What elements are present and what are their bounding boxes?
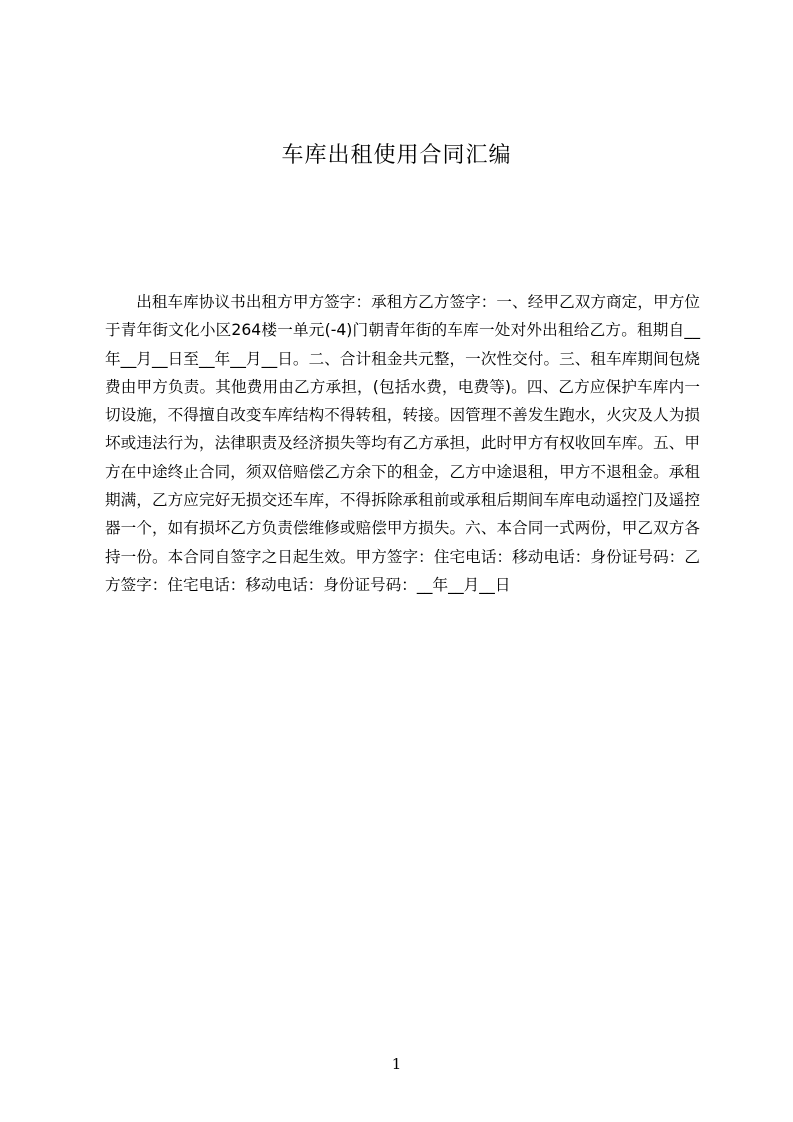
- document-title: 车库出租使用合同汇编: [281, 143, 512, 168]
- page-number: 1: [391, 1055, 402, 1073]
- contract-body-text: 出租车库协议书出租方甲方签字：承租方乙方签字：一、经甲乙双方商定，甲方位于青年街文化小区264楼一单元(-4)门朝青年街的车库一处对外出租给乙方。租期自__年__月__日至__年__月__日。二、合计租金共元整，一次性交付。三、租车库期间包烧费由甲方负责。其他费用由乙方承担，(包括水费，电费等)。四、乙方应保护车库内一切设施，不得擅自改变车库结构不得转租，转接。因管理不善发生跑水，火灾及人为损坏或违法行为，法律职责及经济损失等均有乙方承担，此时甲方有权收回车库。五、甲方在中途终止合同，须双倍赔偿乙方余下的租金，乙方中途退租，甲方不退租金。承租期满，乙方应完好无损交还车库，不得拆除承租前或承租后期间车库电动遥控门及遥控器一个，如有损坏乙方负责偿维修或赔偿甲方损失。六、本合同一式两份，甲乙双方各持一份。本合同自签字之日起生效。甲方签字：住宅电话：移动电话：身份证号码：乙方签字：住宅电话：移动电话：身份证号码：__年__月__日: [105, 293, 700, 594]
